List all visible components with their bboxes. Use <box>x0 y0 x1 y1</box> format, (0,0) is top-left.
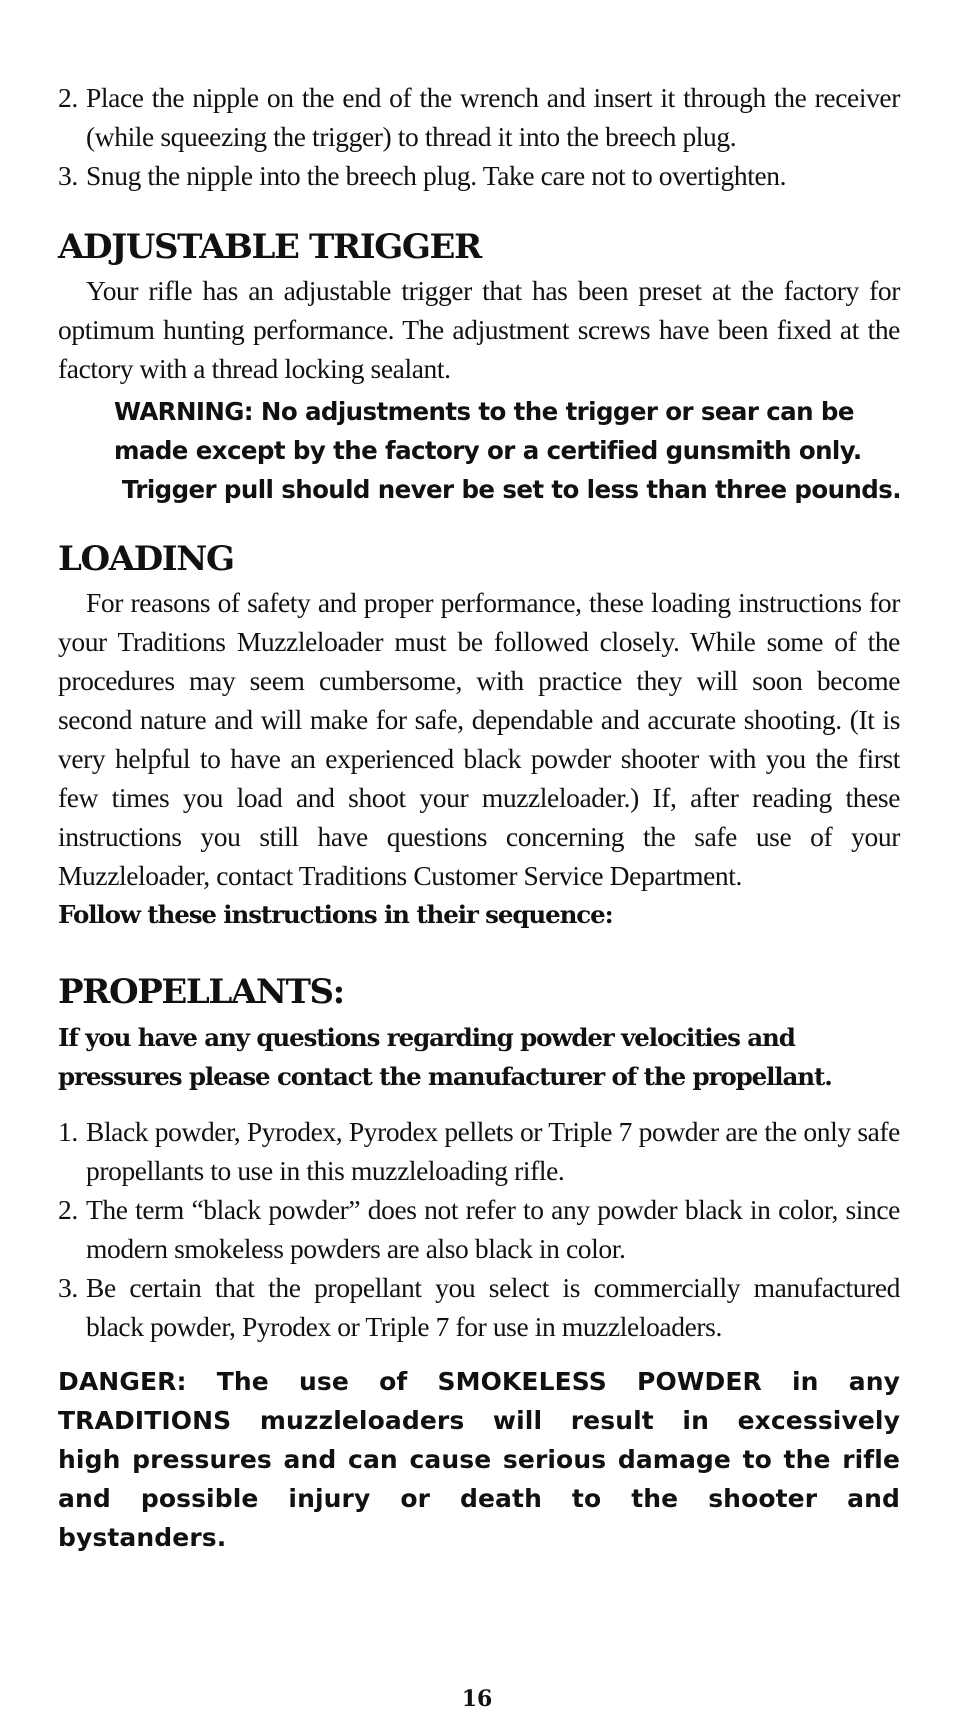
list-item <box>58 156 900 195</box>
page-number: 16 <box>461 1686 493 1712</box>
propellants-note <box>58 1018 900 1096</box>
danger-line: DANGER: The use of SMOKELESS POWDER in any <box>58 1367 900 1396</box>
trigger-warning <box>114 392 901 509</box>
adjustable-trigger-heading: ADJUSTABLE TRIGGER <box>58 227 481 267</box>
danger-warning <box>58 1362 900 1557</box>
warning-line: made except by the factory or a certified gunsmith only. <box>114 436 862 465</box>
step-text: Snug the nipple into the breech plug. Take care not to overtighten. <box>86 160 787 191</box>
step-number: 3. <box>58 1272 78 1303</box>
list-item <box>58 1190 900 1268</box>
loading-follow-note: Follow these instructions in their sequence: <box>58 900 613 929</box>
propellants-list <box>58 1112 900 1346</box>
step-number: 2. <box>58 82 78 113</box>
warning-line: Trigger pull should never be set to less than three pounds. <box>114 475 901 504</box>
danger-line: TRADITIONS muzzleloaders will result in excessively <box>58 1406 900 1435</box>
list-item <box>58 1268 900 1346</box>
adjustable-trigger-body: Your rifle has an adjustable trigger that has been preset at the factory for optimum hunting performance. The adjustment screws have been fixed at the factory with a thread locking sealant. <box>58 275 900 384</box>
loading-body: For reasons of safety and proper performance, these loading instructions for your Traditions Muzzleloader must be followed closely. While some of the procedures may seem cumbersome, with practice they will soon become second nature and will make for safe, dependable and accurate shooting. (It is very helpful to have an experienced black powder shooter with you the first few times you load and shoot your muzzleloader.) If, after reading these instructions you still have questions concerning the safe use of your Muzzleloader, contact Traditions Customer Service Department. <box>58 587 900 891</box>
step-number: 2. <box>58 1194 78 1225</box>
propellants-heading: PROPELLANTS: <box>58 972 344 1012</box>
step-number: 1. <box>58 1116 78 1147</box>
loading-heading: LOADING <box>58 539 234 579</box>
step-text: The term “black powder” does not refer to any powder black in color, since modern smokeless powders are also black in color. <box>86 1194 900 1264</box>
manual-page <box>58 78 900 1557</box>
warning-line: WARNING: No adjustments to the trigger or sear can be <box>114 397 854 426</box>
step-text: Be certain that the propellant you select is commercially manufactured black powder, Pyrodex or Triple 7 for use in muzzleloaders. <box>86 1272 900 1342</box>
list-item <box>58 78 900 156</box>
danger-line: high pressures and can cause serious damage to the rifle <box>58 1445 900 1474</box>
step-number: 3. <box>58 160 78 191</box>
step-text: Black powder, Pyrodex, Pyrodex pellets or Triple 7 powder are the only safe propellants to use in this muzzleloading rifle. <box>86 1116 900 1186</box>
step-text: Place the nipple on the end of the wrench and insert it through the receiver (while squeezing the trigger) to thread it into the breech plug. <box>86 82 900 152</box>
note-line: If you have any questions regarding powder velocities and <box>58 1023 795 1052</box>
danger-line: and possible injury or death to the shooter and bystanders. <box>58 1484 900 1552</box>
note-line: pressures please contact the manufacturer of the propellant. <box>58 1062 832 1091</box>
nipple-steps-list <box>58 78 900 195</box>
list-item <box>58 1112 900 1190</box>
